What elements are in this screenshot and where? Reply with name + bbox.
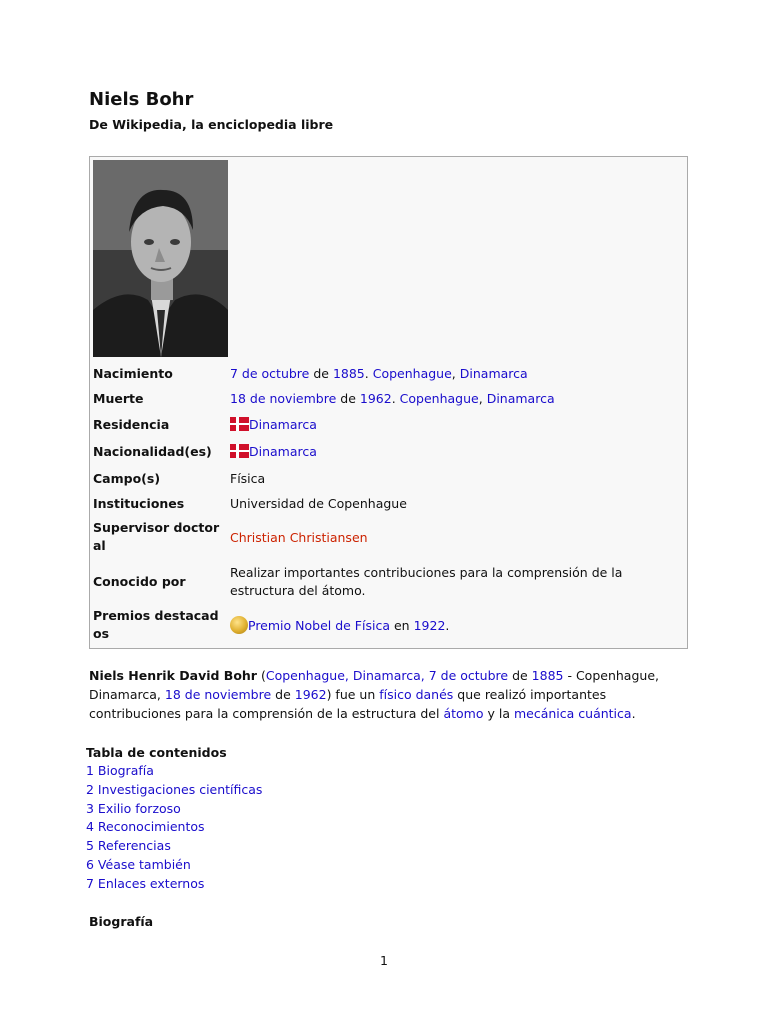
full-name: Niels Henrik David Bohr	[89, 668, 257, 683]
nobel-prize-link[interactable]: Premio Nobel de Física	[248, 618, 390, 633]
death-year-link[interactable]: 1962	[294, 687, 327, 702]
row-value	[230, 416, 688, 434]
nationality-link[interactable]: físico danés	[379, 687, 454, 702]
row-label: Instituciones	[93, 496, 185, 511]
denmark-flag-icon	[230, 417, 249, 431]
page-number: 1	[380, 953, 388, 968]
row-label: Muerte	[93, 391, 144, 406]
birth-year-link[interactable]: 1885	[531, 668, 564, 683]
row-label: Nacionalidad(es)	[93, 444, 212, 459]
table-of-contents	[86, 743, 262, 894]
nobel-year-link[interactable]: 1922	[413, 618, 446, 633]
portrait-image	[93, 160, 228, 357]
denmark-flag-icon	[230, 444, 249, 458]
portrait-photo[interactable]	[93, 160, 228, 357]
row-label: Premios destacados	[93, 608, 219, 641]
supervisor-link[interactable]: Christian Christiansen	[230, 530, 368, 545]
toc-item-reconocimientos[interactable]: 4 Reconocimientos	[86, 819, 205, 835]
page-title: Niels Bohr	[89, 89, 194, 110]
quantum-mechanics-link[interactable]: mecánica cuántica	[513, 706, 632, 721]
toc-title: Tabla de contenidos	[86, 745, 227, 760]
row-value: 18 de noviembre de 1962. Copenhague, Dinamarca	[230, 391, 555, 406]
residence-link[interactable]: Dinamarca	[249, 417, 317, 432]
toc-item-enlaces[interactable]: 7 Enlaces externos	[86, 875, 205, 891]
death-date-link[interactable]: 18 de noviembre	[164, 687, 272, 702]
section-heading-biografia: Biografía	[89, 914, 154, 929]
page-subtitle: De Wikipedia, la enciclopedia libre	[89, 117, 334, 132]
atom-link[interactable]: átomo	[443, 706, 484, 721]
row-label: Conocido por	[93, 574, 186, 589]
birth-city-link[interactable]: Copenhague	[372, 366, 452, 381]
toc-item-referencias[interactable]: 5 Referencias	[86, 838, 171, 854]
row-label: Campo(s)	[93, 471, 161, 486]
row-value: Premio Nobel de Física en 1922.	[230, 616, 688, 635]
nobel-medal-icon	[230, 616, 248, 634]
row-label: Nacimiento	[93, 366, 173, 381]
toc-item-vease[interactable]: 6 Véase también	[86, 856, 191, 872]
row-label: Supervisor doctoral	[93, 520, 220, 553]
death-city-link[interactable]: Copenhague	[399, 391, 479, 406]
toc-item-biografia[interactable]: 1 Biografía	[86, 763, 154, 778]
toc-item-exilio[interactable]: 3 Exilio forzoso	[86, 800, 181, 816]
row-value: Realizar importantes contribuciones para la comprensión de la estructura del átomo.	[230, 565, 623, 598]
death-date-link[interactable]: 18 de noviembre	[230, 391, 337, 406]
death-year-link[interactable]: 1962	[359, 391, 392, 406]
death-country-link[interactable]: Dinamarca	[486, 391, 555, 406]
row-value	[230, 443, 688, 461]
birth-country-link[interactable]: Dinamarca	[459, 366, 528, 381]
infobox	[89, 156, 688, 649]
birth-year-link[interactable]: 1885	[332, 366, 365, 381]
row-value: Física	[230, 471, 266, 486]
intro-paragraph: Niels Henrik David Bohr (Copenhague, Dinamarca, 7 de octubre de 1885 - Copenhague, Dinamarca, 18 de noviembre de 1962) fue un físico danés que realizó importantes contribuciones para la comprensión de la estructura del átomo y la mecánica cuántica.	[89, 668, 659, 721]
birth-place-link[interactable]: Copenhague, Dinamarca, 7 de octubre	[265, 668, 509, 683]
row-value: Universidad de Copenhague	[230, 496, 407, 511]
row-value: 7 de octubre de 1885. Copenhague, Dinamarca	[230, 366, 528, 381]
birth-date-link[interactable]: 7 de octubre	[230, 366, 310, 381]
toc-item-investigaciones[interactable]: 2 Investigaciones científicas	[86, 781, 263, 797]
nationality-link[interactable]: Dinamarca	[249, 444, 317, 459]
row-label: Residencia	[93, 417, 170, 432]
